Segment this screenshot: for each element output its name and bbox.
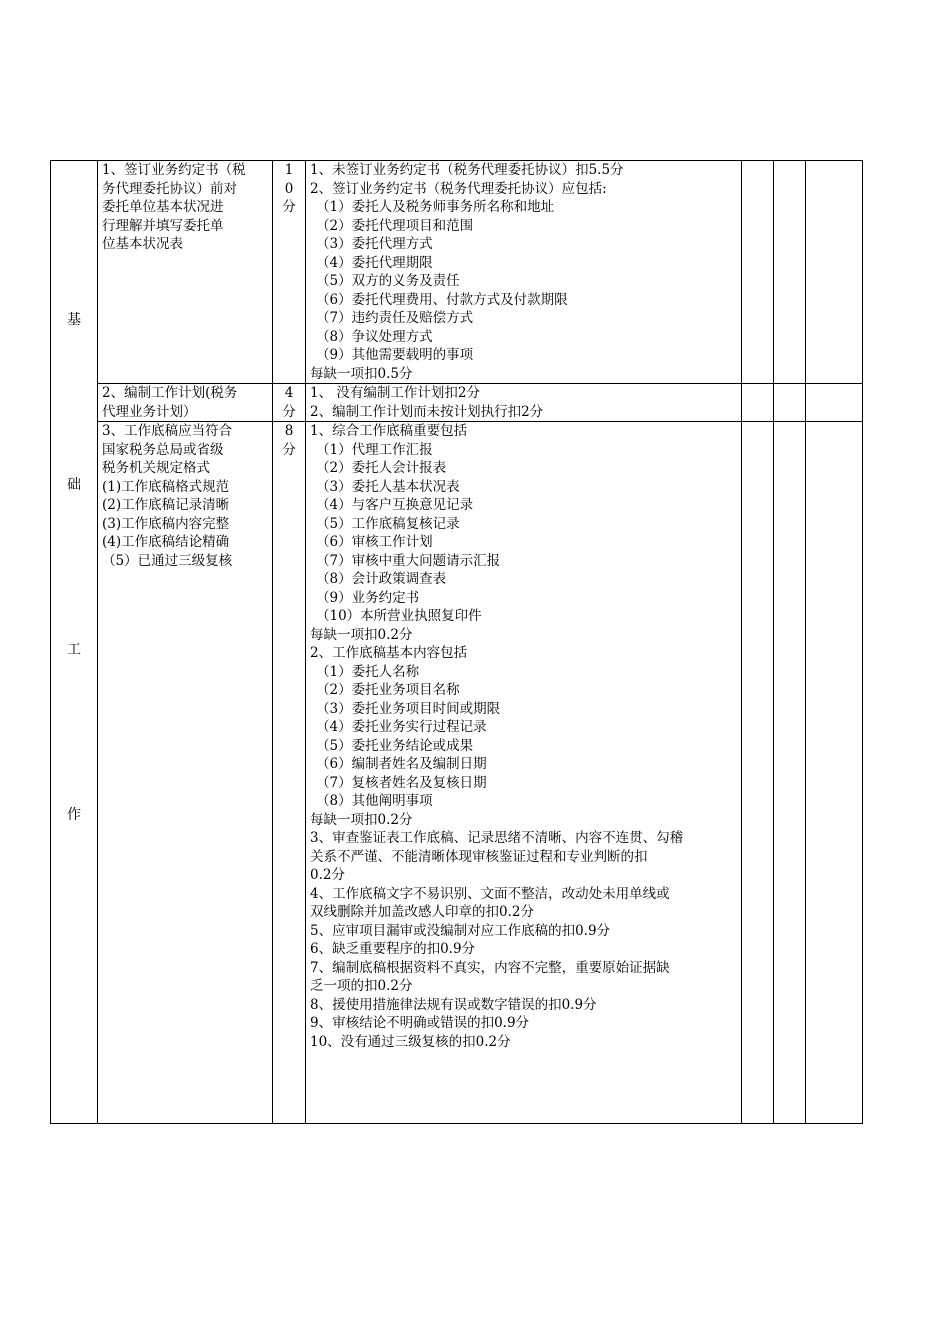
- rule-line: （5）工作底稿复核记录: [316, 515, 460, 532]
- rule-line: 每缺一项扣0.5分: [310, 365, 413, 382]
- rule-line: （7）违约责任及赔偿方式: [316, 310, 474, 326]
- item-line: 税务机关规定格式: [102, 460, 210, 476]
- rule-line: 9、审核结论不明确或错误的扣0.9分: [310, 1015, 530, 1031]
- item-line: 代理业务计划）: [102, 403, 197, 420]
- rule-line: 0.2分: [310, 867, 345, 883]
- rule-line: （2）委托代理项目和范围: [316, 217, 474, 234]
- category-cell: [51, 161, 98, 1124]
- rule-line: （6）审核工作计划: [316, 534, 433, 550]
- item-line: (3)工作底稿内容完整: [102, 515, 230, 532]
- rule-line: （1）委托人及税务师事务所名称和地址: [316, 199, 555, 215]
- item-cell: [98, 384, 273, 422]
- item-line: 2、编制工作计划(税务: [102, 385, 238, 401]
- category-char: 作: [67, 807, 81, 823]
- rule-line: 3、审查鉴证表工作底稿、记录思绪不清晰、内容不连贯、勾稽: [310, 830, 684, 846]
- rule-line: 双线删除并加盖改感人印章的扣0.2分: [310, 904, 534, 920]
- rule-line: （6）委托代理费用、付款方式及付款期限: [316, 291, 568, 308]
- rule-line: （8）争议处理方式: [316, 328, 433, 345]
- points-cell: [273, 422, 306, 1124]
- rule-line: （7）审核中重大问题请示汇报: [316, 552, 501, 569]
- rule-line: （1）委托人名称: [316, 663, 420, 680]
- rules-cell: [306, 161, 742, 384]
- rule-line: 6、缺乏重要程序的扣0.9分: [310, 941, 476, 957]
- rule-line: （4）委托业务实行过程记录: [316, 719, 487, 735]
- score-cell: [774, 422, 806, 1124]
- item-cell: [98, 161, 273, 384]
- category-char: 基: [67, 312, 81, 328]
- rule-line: （1）代理工作汇报: [316, 441, 433, 458]
- item-line: 国家税务总局或省级: [102, 441, 224, 458]
- rule-line: （9）其他需要载明的事项: [316, 347, 474, 363]
- item-cell: [98, 422, 273, 1124]
- rule-line: （3）委托人基本状况表: [316, 478, 460, 495]
- points-line: 4: [284, 385, 294, 401]
- scoring-table: [50, 160, 863, 1124]
- points-cell: [273, 384, 306, 422]
- rule-line: 8、援使用措施律法规有误或数字错误的扣0.9分: [310, 996, 597, 1013]
- score-cell: [774, 384, 806, 422]
- category-char: 础: [67, 477, 81, 493]
- category-char: 工: [67, 642, 81, 658]
- rule-line: （9）业务约定书: [316, 589, 420, 606]
- rule-line: 2、工作底稿基本内容包括: [310, 645, 468, 661]
- rule-line: 10、没有通过三级复核的扣0.2分: [310, 1033, 511, 1050]
- rule-line: 4、工作底稿文字不易识别、文面不整洁，改动处未用单线或: [310, 885, 670, 902]
- rule-line: （8）会计政策调查表: [316, 571, 447, 587]
- points-line: 8: [284, 423, 294, 439]
- points-cell: [273, 161, 306, 384]
- table-row: [51, 422, 863, 1124]
- score-cell: [742, 161, 774, 384]
- score-cell: [806, 161, 863, 384]
- rule-line: （6）编制者姓名及编制日期: [316, 756, 487, 772]
- points-line: 分: [282, 199, 296, 215]
- item-line: (1)工作底稿格式规范: [102, 478, 230, 495]
- item-line: 位基本状况表: [102, 236, 183, 252]
- points-line: 1: [284, 162, 294, 178]
- rules-cell: [306, 422, 742, 1124]
- item-line: (2)工作底稿记录清晰: [102, 497, 230, 513]
- score-cell: [806, 422, 863, 1124]
- rules-cell: [306, 384, 742, 422]
- rule-line: （5）双方的义务及责任: [316, 273, 460, 289]
- item-line: 委托单位基本状况进: [102, 199, 224, 215]
- rule-line: 每缺一项扣0.2分: [310, 811, 413, 828]
- score-cell: [806, 384, 863, 422]
- points-line: 分: [282, 441, 296, 458]
- item-line: 3、工作底稿应当符合: [102, 423, 233, 439]
- rule-line: （4）委托代理期限: [316, 254, 433, 271]
- rule-line: （3）委托代理方式: [316, 236, 433, 252]
- rule-line: （10）本所营业执照复印件: [316, 608, 482, 624]
- rule-line: 5、应审项目漏审或没编制对应工作底稿的扣0.9分: [310, 922, 611, 939]
- rule-line: 1、 没有编制工作计划扣2分: [310, 385, 480, 401]
- rule-line: 7、编制底稿根据资料不真实，内容不完整，重要原始证据缺: [310, 959, 670, 976]
- rule-line: 每缺一项扣0.2分: [310, 626, 413, 643]
- item-line: 行理解并填写委托单: [102, 217, 224, 234]
- item-line: (4)工作底稿结论精确: [102, 534, 230, 550]
- table-row: [51, 384, 863, 422]
- rule-line: 1、综合工作底稿重要包括: [310, 423, 468, 439]
- rule-line: （2）委托人会计报表: [316, 460, 447, 476]
- rule-line: 2、编制工作计划而未按计划执行扣2分: [310, 403, 544, 420]
- item-line: 务代理委托协议）前对: [102, 180, 237, 197]
- item-line: 1、签订业务约定书（税: [102, 162, 246, 178]
- rule-line: 关系不严谨、不能清晰体现审核鉴证过程和专业判断的扣: [310, 848, 648, 865]
- rule-line: （3）委托业务项目时间或期限: [316, 700, 501, 717]
- rule-line: 1、未签订业务约定书（税务代理委托协议）扣5.5分: [310, 162, 624, 178]
- rule-line: 乏一项的扣0.2分: [310, 978, 413, 994]
- rule-line: （5）委托业务结论或成果: [316, 737, 474, 754]
- score-cell: [774, 161, 806, 384]
- points-line: 0: [284, 180, 294, 197]
- points-line: 分: [282, 403, 296, 420]
- rule-line: （8）其他阐明事项: [316, 793, 433, 809]
- table-row: [51, 161, 863, 384]
- rule-line: 2、签订业务约定书（税务代理委托协议）应包括:: [310, 180, 607, 197]
- rule-line: （4）与客户互换意见记录: [316, 497, 474, 513]
- item-line: （5）已通过三级复核: [102, 552, 233, 569]
- rule-line: （7）复核者姓名及复核日期: [316, 774, 487, 791]
- score-cell: [742, 422, 774, 1124]
- rule-line: （2）委托业务项目名称: [316, 682, 460, 698]
- score-cell: [742, 384, 774, 422]
